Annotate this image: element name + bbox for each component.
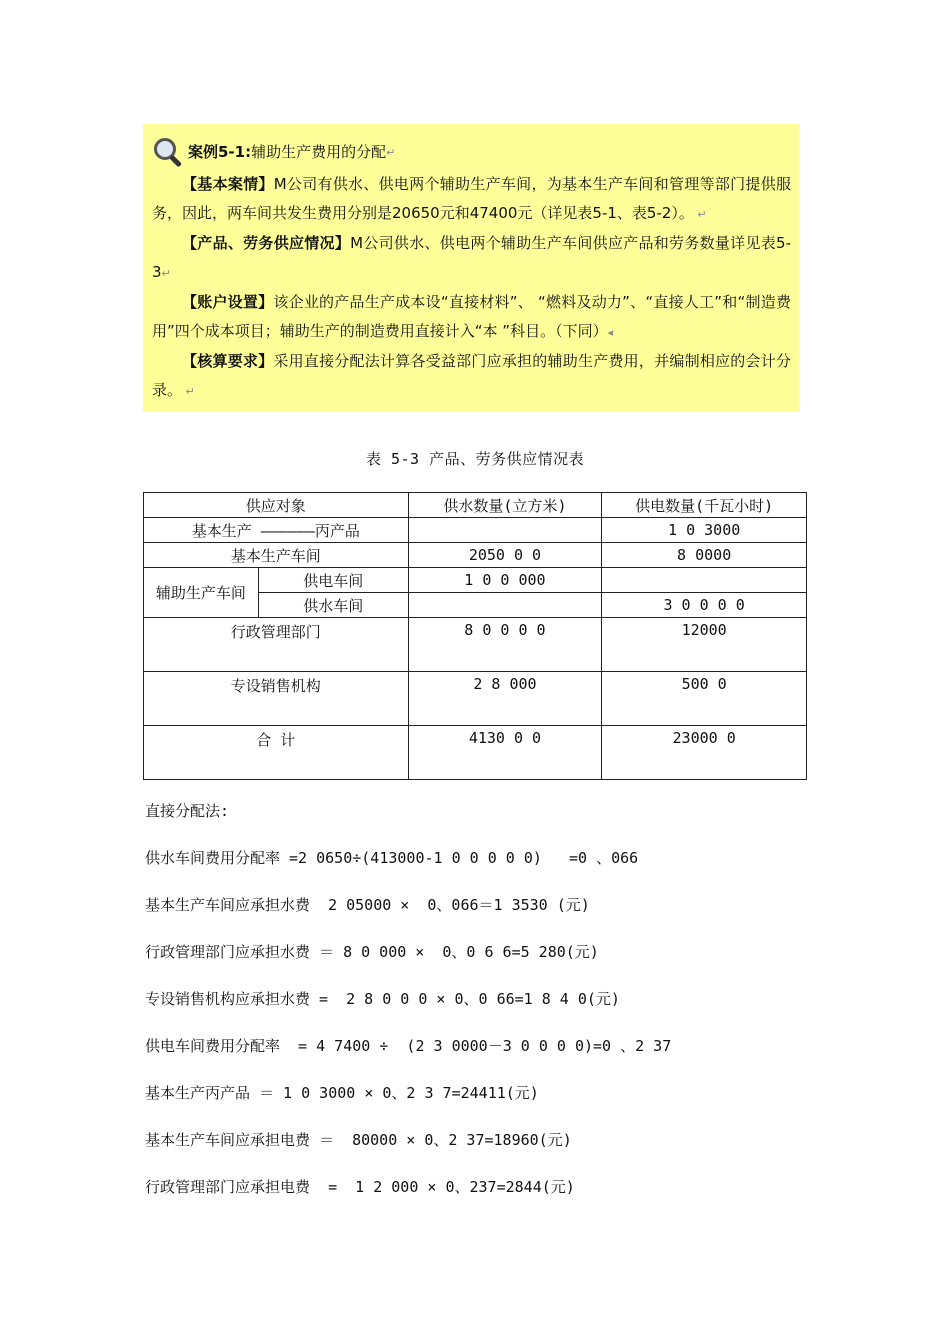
- case-para-basic: 【基本案情】M公司有供水、供电两个辅助生产车间，为基本生产车间和管理等部门提供服务，因此，两车间共发生费用分别是20650元和47400元（详见表5-1、表5-2）。 ↵: [152, 175, 791, 222]
- row-label: 供电车间: [258, 568, 408, 593]
- table-header-row: [144, 493, 807, 518]
- header-target: 供应对象: [144, 493, 409, 518]
- calc-line: 行政管理部门应承担水费 ＝ 8 0 000 × 0、0 6 6=5 280(元): [145, 943, 599, 961]
- calc-line: 基本生产丙产品 ＝ 1 0 3000 × 0、2 3 7=24411(元): [145, 1084, 539, 1102]
- calc-line: 专设销售机构应承担水费 = 2 8 0 0 0 × 0、0 66=1 8 4 0(元): [145, 990, 620, 1008]
- table-caption: 表 5-3 产品、劳务供应情况表: [365, 450, 585, 468]
- calc-line: 供电车间费用分配率 = 4 7400 ÷ (2 3 0000－3 0 0 0 0)=0 、2 37: [145, 1037, 672, 1055]
- case-title-bold: 案例5-1:: [188, 142, 252, 161]
- row-power: 23000 0: [602, 726, 807, 780]
- row-water: 1 0 0 000: [408, 568, 602, 593]
- case-box: [143, 124, 799, 412]
- table-row: [144, 518, 807, 543]
- case-para-supply: 【产品、劳务供应情况】M公司供水、供电两个辅助生产车间供应产品和劳务数量详见表5-3↵: [152, 234, 791, 281]
- table-row-total: [144, 726, 807, 780]
- row-label: 供水车间: [258, 593, 408, 618]
- supply-table: [143, 492, 807, 780]
- row-label: 专设销售机构: [144, 672, 409, 726]
- row-power: 500 0: [602, 672, 807, 726]
- case-para-requirement: 【核算要求】采用直接分配法计算各受益部门应承担的辅助生产费用，并编制相应的会计分录。 ↵: [152, 352, 791, 399]
- calc-line: 基本生产车间应承担电费 ＝ 80000 × 0、2 37=18960(元): [145, 1131, 572, 1149]
- row-water: [408, 518, 602, 543]
- row-label: 行政管理部门: [144, 618, 409, 672]
- table-row: [144, 568, 807, 593]
- table-row: [144, 543, 807, 568]
- row-label: 基本生产车间: [144, 543, 409, 568]
- row-power: 3 0 0 0 0: [602, 593, 807, 618]
- calc-heading: 直接分配法:: [145, 802, 230, 820]
- row-water: [408, 593, 602, 618]
- case-title: 案例5-1: 辅助生产费用的分配 ↵: [152, 134, 791, 170]
- row-water: 8 0 0 0 0: [408, 618, 602, 672]
- row-power: 1 0 3000: [602, 518, 807, 543]
- row-water: 4130 0 0: [408, 726, 602, 780]
- table-row: [144, 618, 807, 672]
- magnifier-icon: [152, 136, 184, 168]
- row-label: 基本生产 ——————丙产品: [144, 518, 409, 543]
- row-group-label: 辅助生产车间: [144, 568, 259, 618]
- header-power: 供电数量(千瓦小时): [602, 493, 807, 518]
- row-water: 2050 0 0: [408, 543, 602, 568]
- header-water: 供水数量(立方米): [408, 493, 602, 518]
- case-title-text: 辅助生产费用的分配: [251, 142, 387, 161]
- table-row: [144, 672, 807, 726]
- row-water: 2 8 000: [408, 672, 602, 726]
- calc-line: 行政管理部门应承担电费 = 1 2 000 × 0、237=2844(元): [145, 1178, 575, 1196]
- row-power: [602, 568, 807, 593]
- case-para-accounts: 【账户设置】该企业的产品生产成本设“直接材料”、 “燃料及动力”、“直接人工”和“制造费用”四个成本项目；辅助生产的制造费用直接计入“本 ”科目。（下同）◂: [152, 293, 791, 340]
- calc-line: 供水车间费用分配率 =2 0650÷(413000-1 0 0 0 0 0) =0 、066: [145, 849, 639, 867]
- row-power: 8 0000: [602, 543, 807, 568]
- calc-line: 基本生产车间应承担水费 2 05000 × 0、066＝1 3530 (元): [145, 896, 590, 914]
- row-power: 12000: [602, 618, 807, 672]
- row-label: 合 计: [144, 726, 409, 780]
